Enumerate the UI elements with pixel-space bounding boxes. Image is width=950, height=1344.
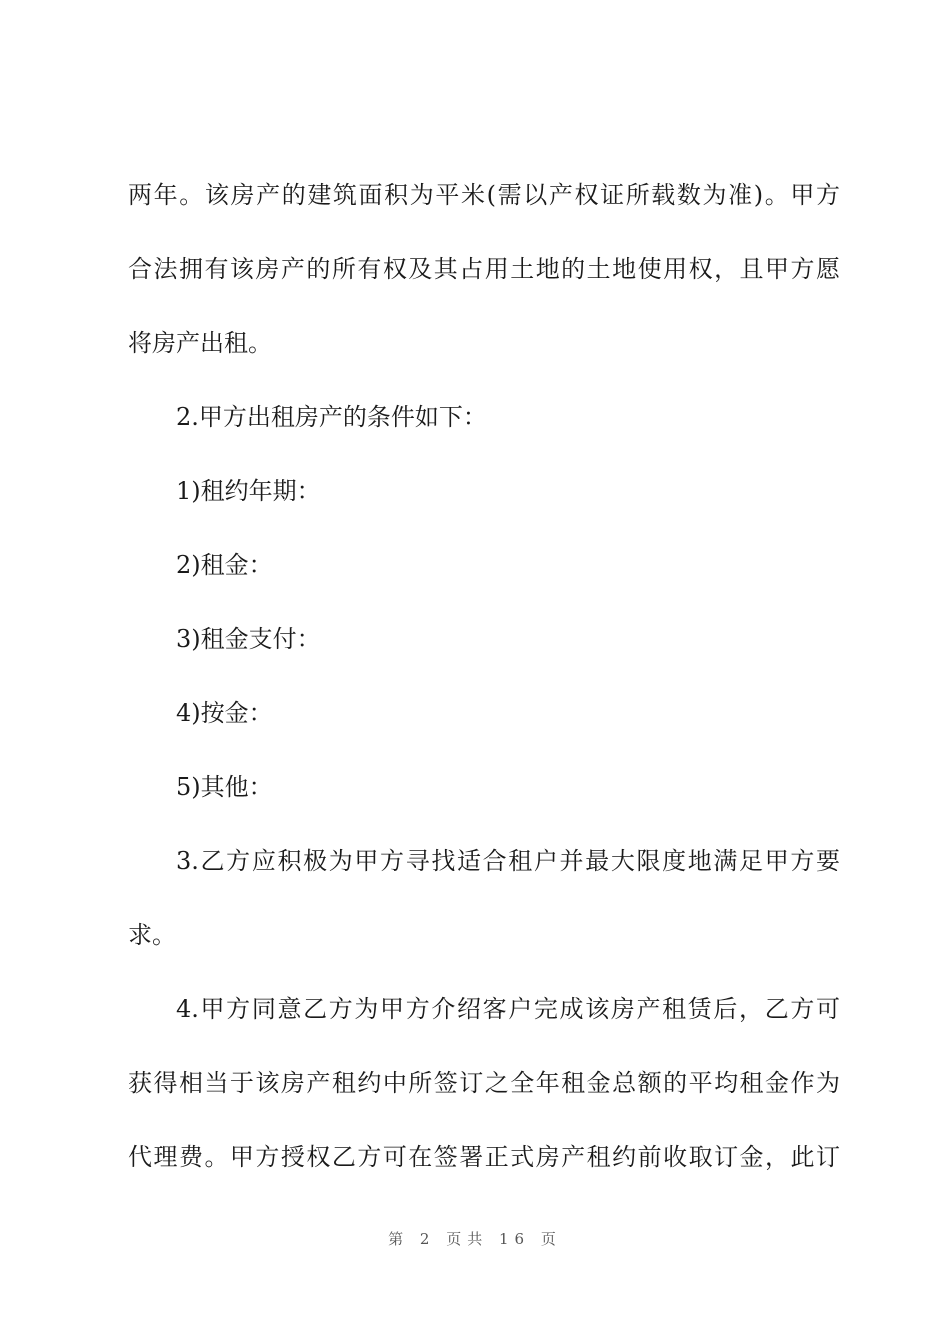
- page-footer: 第 2 页共 16 页: [388, 1230, 562, 1248]
- list-item: 1)租约年期：: [176, 477, 321, 505]
- text-line: 求。: [128, 921, 176, 949]
- list-item: 5)其他：: [176, 773, 273, 801]
- list-item: 2)租金：: [176, 551, 273, 579]
- text-line: 2.甲方出租房产的条件如下：: [176, 403, 487, 431]
- list-item: 3)租金支付：: [176, 625, 321, 653]
- text-line: 将房产出租。: [128, 329, 272, 357]
- text-line: 3.乙方应积极为甲方寻找适合租户并最大限度地满足甲方要: [176, 847, 840, 875]
- text-line: 合法拥有该房产的所有权及其占用土地的土地使用权，且甲方愿: [128, 255, 840, 283]
- text-line: 两年。该房产的建筑面积为平米(需以产权证所载数为准)。甲方: [128, 181, 840, 209]
- text-line: 获得相当于该房产租约中所签订之全年租金总额的平均租金作为: [128, 1069, 840, 1097]
- text-line: 4.甲方同意乙方为甲方介绍客户完成该房产租赁后，乙方可: [176, 995, 840, 1023]
- list-item: 4)按金：: [176, 699, 273, 727]
- document-body: [128, 170, 840, 1206]
- text-line: 代理费。甲方授权乙方可在签署正式房产租约前收取订金，此订: [128, 1143, 840, 1171]
